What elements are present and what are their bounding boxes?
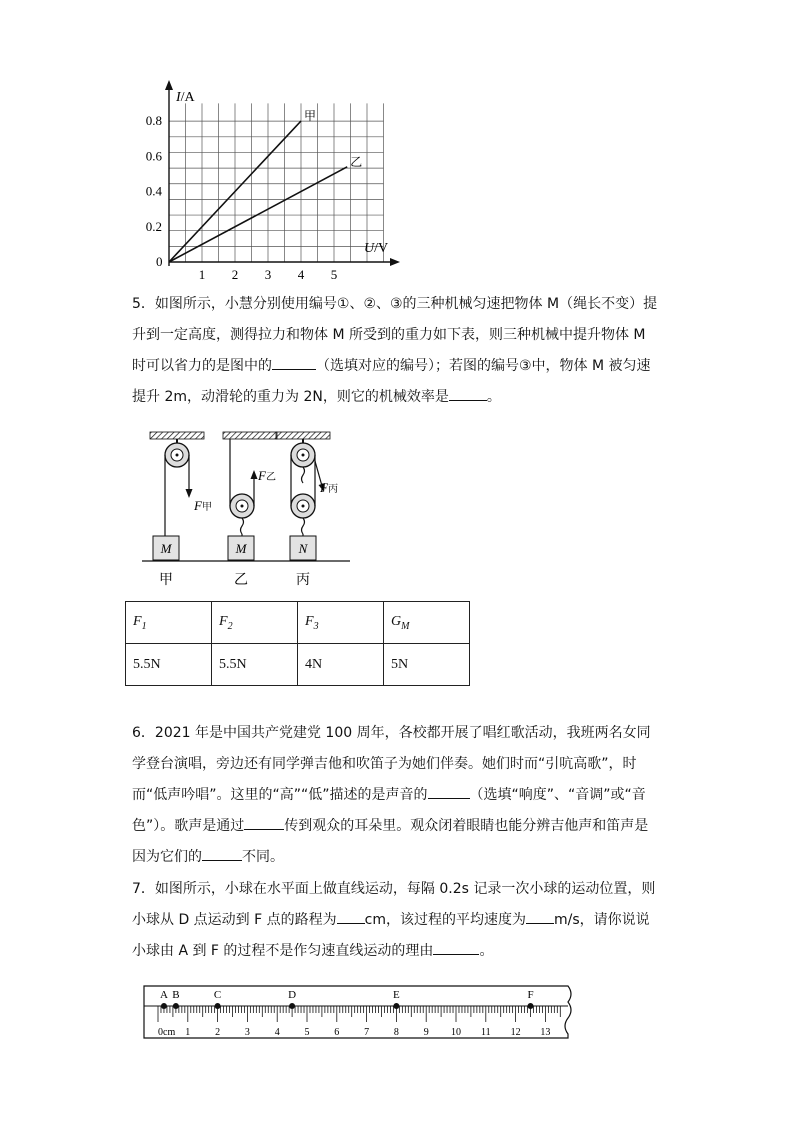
ruler-number: 4 [274,1027,280,1038]
graph-series [169,109,362,262]
ball-label-c: C [213,989,222,1001]
ball-label-d: D [288,989,297,1001]
y-axis-label: I/A [176,90,195,105]
x-tick-label: 4 [297,267,305,282]
q5-text-2: （选填对应的编号）；若图的编号③中，物体 M 被匀速提升 2m，动滑轮的重力为 2N，则它的机械效率是 [132,358,651,405]
pulley-system-bing [290,439,325,560]
ball-b [173,1003,179,1009]
force-table-value-row [126,644,470,686]
q7-blank-2[interactable] [526,909,554,924]
origin-label: 0 [156,254,163,269]
ruler-unit-label: 0cm [158,1027,176,1038]
question-6 [132,718,662,873]
ruler-number: 12 [510,1027,521,1038]
y-tick-label: 0.8 [145,113,162,128]
ruler-number: 10 [451,1027,461,1038]
ball-label-b: B [172,989,180,1001]
value-f3: 4N [298,644,384,686]
header-gm: $G_M$ [384,602,470,644]
force-label-bing: F丙 [320,480,338,495]
caption-jia: 甲 [159,573,173,588]
ceiling-3 [276,432,330,439]
pulley-system-jia [153,439,193,560]
q6-blank-2[interactable] [244,815,284,830]
force-table [125,601,470,686]
value-gm: 5N [384,644,470,686]
y-axis-arrow [165,80,173,90]
value-f2: 5.5N [212,644,298,686]
q5-text-1: 5．如图所示，小慧分别使用编号①、②、③的三种机械匀速把物体 M（绳长不变）提升到一定高度，测得拉力和物体 M 所受到的重力如下表，则三种机械中提升物体 M 时可以省力的是图中的 [132,296,658,374]
q7-text-3: m/s，请你说说小球由 A 到 F 的过程不是作匀速直线运动的理由 [132,912,650,959]
ruler-number: 5 [304,1027,310,1038]
force-table-header-row [126,602,470,644]
ruler-number: 9 [423,1027,429,1038]
ceiling-2 [223,432,277,439]
x-tick-label: 1 [198,267,206,282]
ruler-number: 3 [244,1027,250,1038]
x-axis-arrow [390,258,400,266]
x-axis-label: U/V [364,241,389,256]
q6-blank-3[interactable] [202,846,242,861]
force-label-jia: F甲 [194,498,212,513]
ball-label-e: E [393,989,400,1001]
header-f2: $F_2$ [212,602,298,644]
mass-label-1: M [160,541,172,556]
series-label-1: 甲 [304,109,317,123]
x-tick-labels [199,267,338,282]
q7-blank-1[interactable] [337,909,365,924]
question-5 [132,289,662,413]
ball-f [528,1003,534,1009]
y-tick-labels [146,113,163,234]
x-tick-label: 3 [264,267,272,282]
ball-label-a: A [159,989,168,1001]
q7-blank-3[interactable] [433,940,479,955]
mass-label-3: N [298,541,308,556]
ruler-number: 6 [334,1027,340,1038]
q7-text-4: 。 [479,943,494,959]
series-label-2: 乙 [350,154,363,169]
ruler-number: 13 [540,1027,551,1038]
ruler-number: 2 [215,1027,221,1038]
q6-text-2: （选填“响度”、“音调”或“音色”）。歌声是通过 [132,787,646,834]
pulley-diagram [140,426,360,591]
ruler-number: 1 [185,1027,191,1038]
q6-text-4: 不同。 [242,849,284,865]
q5-blank-1[interactable] [272,355,316,370]
q6-text-1: 6．2021 年是中国共产党建党 100 周年，各校都开展了唱红歌活动，我班两名女同学登台演唱，旁边还有同学弹吉他和吹笛子为她们伴奏。她们时而“引吭高歌”，时而“低声吟唱”。这里的“高”“低”描述的是声音的 [132,725,651,803]
graph-grid [169,103,384,262]
ruler-figure [140,978,580,1046]
x-tick-label: 5 [330,267,338,282]
q6-text-3: 传到观众的耳朵里。观众闭着眼睛也能分辨吉他声和笛声是因为它们的 [132,818,649,865]
y-tick-label: 0.2 [145,218,162,234]
header-f1: $F_1$ [126,602,212,644]
q5-text-3: 。 [486,389,501,405]
header-f3: $F_3$ [298,602,384,644]
mass-label-2: M [235,541,247,556]
ball-label-f: F [527,989,534,1001]
y-tick-label: 0.6 [145,148,162,164]
iu-graph [140,72,410,282]
ceiling-1 [150,432,204,439]
ball-a [161,1003,167,1009]
caption-bing: 丙 [296,573,310,588]
force-label-yi: F乙 [258,468,276,483]
ball-d [289,1003,295,1009]
ball-c [215,1003,221,1009]
x-tick-label: 2 [231,267,239,282]
q5-blank-2[interactable] [449,386,487,401]
ruler-number: 11 [480,1027,491,1038]
series-line-2 [169,167,347,262]
question-7 [132,874,662,967]
y-tick-label: 0.4 [145,183,162,199]
ball-e [393,1003,399,1009]
caption-yi: 乙 [234,573,248,588]
q7-text-2: cm，该过程的平均速度为 [364,912,526,928]
ruler-number: 7 [364,1027,370,1038]
ruler-number: 8 [393,1027,399,1038]
value-f1: 5.5N [126,644,212,686]
q6-blank-1[interactable] [428,784,470,799]
q7-text-1: 7．如图所示，小球在水平面上做直线运动，每隔 0.2s 记录一次小球的运动位置，则小球从 D 点运动到 F 点的路程为 [132,881,656,928]
